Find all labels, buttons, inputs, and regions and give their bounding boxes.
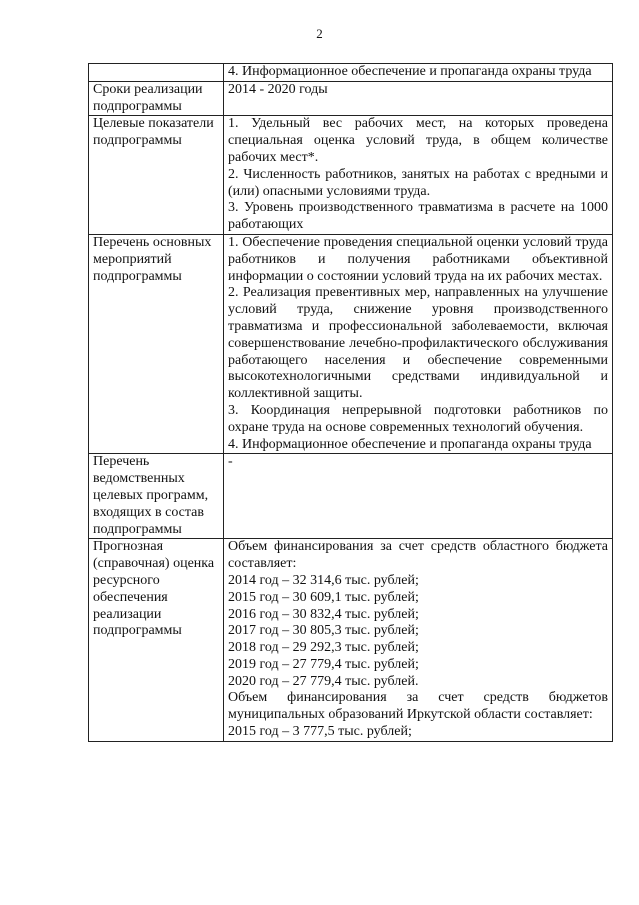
content-paragraph: 2014 год – 32 314,6 тыс. рублей; bbox=[228, 572, 419, 588]
row-label bbox=[89, 64, 224, 82]
content-paragraph: Объем финансирования за счет средств областного бюджета составляет: bbox=[228, 539, 608, 572]
row-label: Сроки реализации подпрограммы bbox=[89, 81, 224, 116]
content-paragraph: 2. Численность работников, занятых на работах с вредными и (или) опасными условиями труда. bbox=[228, 166, 608, 199]
table-row bbox=[89, 454, 613, 539]
subprogram-passport-table bbox=[88, 63, 613, 742]
content-paragraph: 2015 год – 30 609,1 тыс. рублей; bbox=[228, 589, 419, 605]
content-paragraph: 4. Информационное обеспечение и пропаганда охраны труда bbox=[228, 436, 592, 452]
content-paragraph: 2015 год – 3 777,5 тыс. рублей; bbox=[228, 724, 412, 740]
row-label: Перечень основных мероприятий подпрограммы bbox=[89, 234, 224, 453]
content-paragraph: 1. Удельный вес рабочих мест, на которых проведена специальная оценка условий труда, в общем количестве рабочих мест*. bbox=[228, 116, 608, 165]
table-row bbox=[89, 64, 613, 82]
content-paragraph: 2016 год – 30 832,4 тыс. рублей; bbox=[228, 606, 419, 622]
row-content bbox=[224, 539, 613, 742]
page-number: 2 bbox=[316, 26, 323, 41]
table-row bbox=[89, 116, 613, 235]
row-label: Прогнозная (справочная) оценка ресурсного обеспечения реализации подпрограммы bbox=[89, 539, 224, 742]
row-content bbox=[224, 81, 613, 116]
content-paragraph: 3. Уровень производственного травматизма в расчете на 1000 работающих bbox=[228, 200, 608, 233]
row-label: Перечень ведомственных целевых программ, входящих в состав подпрограммы bbox=[89, 454, 224, 539]
row-content bbox=[224, 234, 613, 453]
row-content bbox=[224, 64, 613, 82]
table-row bbox=[89, 539, 613, 742]
row-content bbox=[224, 116, 613, 235]
content-paragraph: 2018 год – 29 292,3 тыс. рублей; bbox=[228, 640, 419, 656]
content-paragraph: 2020 год – 27 779,4 тыс. рублей. bbox=[228, 673, 419, 689]
content-paragraph: 2. Реализация превентивных мер, направленных на улучшение условий труда, снижение уровня производственного травматизма и профессиональной заболеваемости, включая совершенствование лечебно-профилактического обслуживания работающего населения и обеспечение современными высокотехнологичными средствами индивидуальной и коллективной защиты. bbox=[228, 285, 608, 402]
content-paragraph: 4. Информационное обеспечение и пропаганда охраны труда bbox=[228, 64, 592, 79]
content-paragraph: 2014 - 2020 годы bbox=[228, 81, 328, 97]
content-paragraph: 2017 год – 30 805,3 тыс. рублей; bbox=[228, 623, 419, 639]
content-paragraph: 2019 год – 27 779,4 тыс. рублей; bbox=[228, 656, 419, 672]
table-row bbox=[89, 234, 613, 453]
content-paragraph: - bbox=[228, 454, 233, 470]
content-paragraph: 3. Координация непрерывной подготовки работников по охране труда на основе современных технологий обучения. bbox=[228, 402, 608, 435]
content-paragraph: Объем финансирования за счет средств бюджетов муниципальных образований Иркутской области составляет: bbox=[228, 690, 608, 723]
table-row bbox=[89, 81, 613, 116]
row-content bbox=[224, 454, 613, 539]
row-label: Целевые показатели подпрограммы bbox=[89, 116, 224, 235]
content-paragraph: 1. Обеспечение проведения специальной оценки условий труда работников и получения работниками объективной информации о состоянии условий труда на их рабочих местах. bbox=[228, 234, 608, 284]
